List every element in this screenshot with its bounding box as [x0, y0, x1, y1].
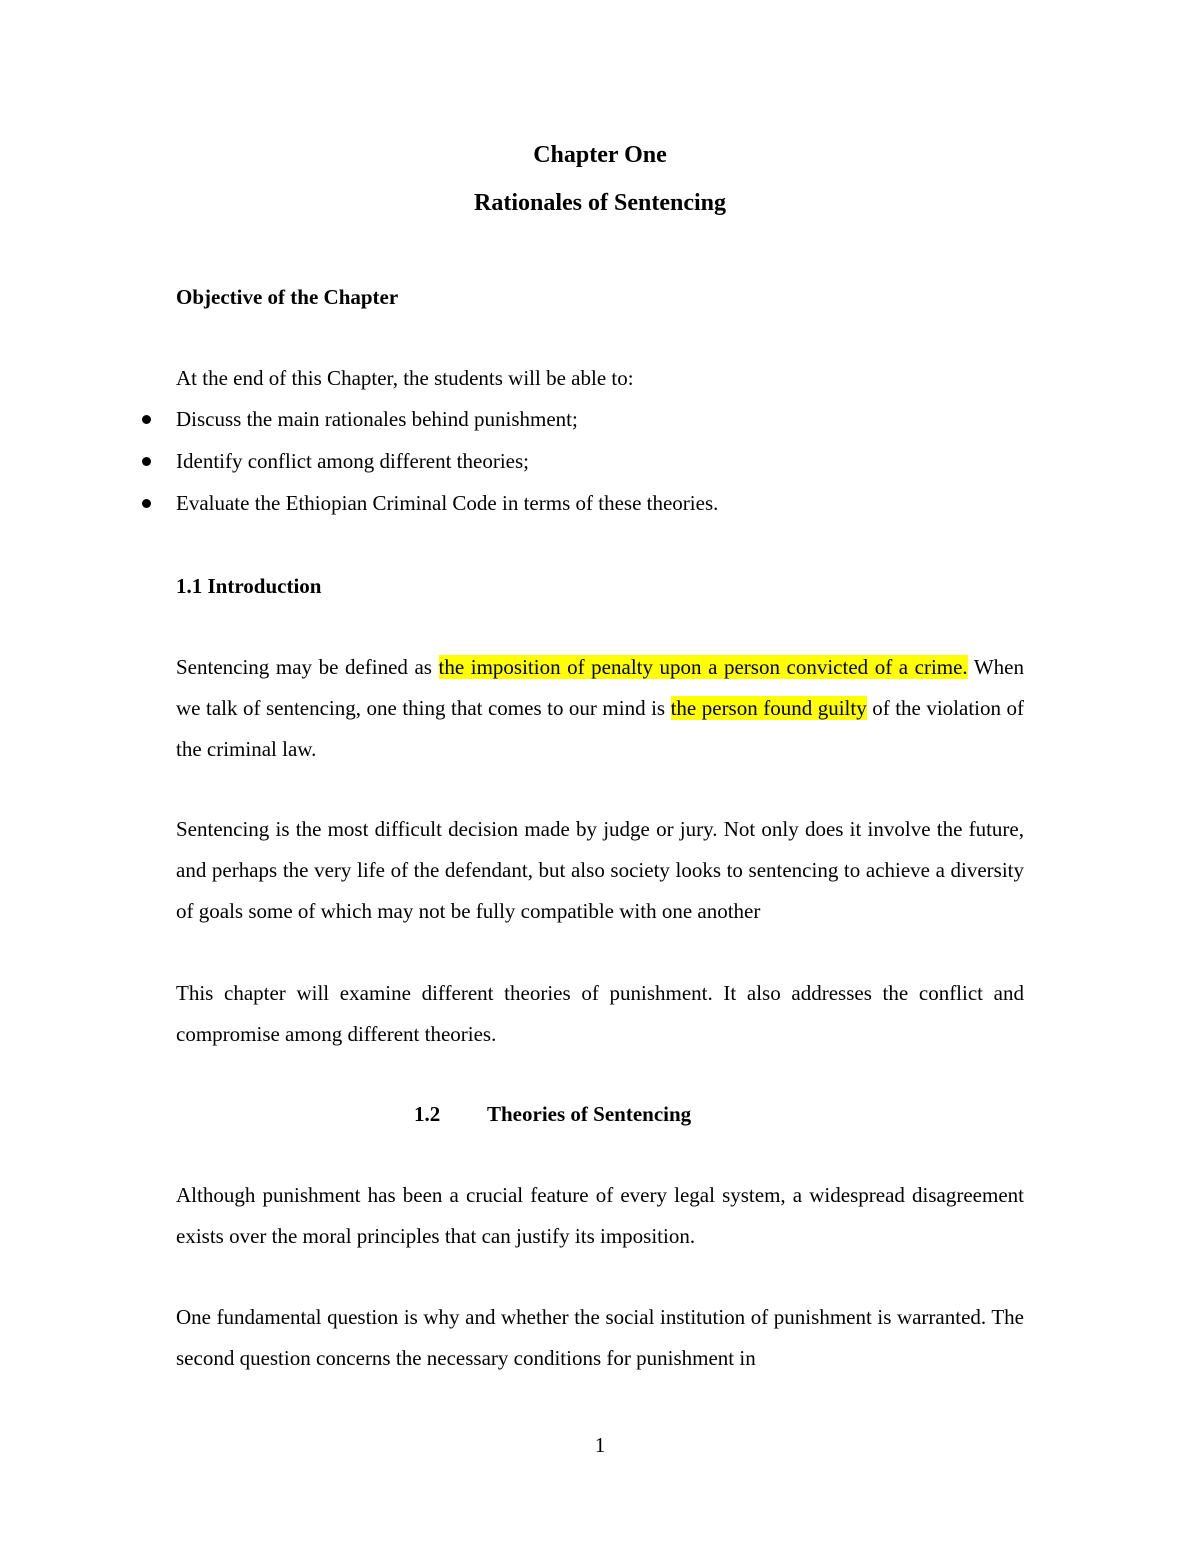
para-text: When we talk of sentencing, one thing that comes to our mind is: [176, 655, 1025, 720]
para-text: Sentencing may be defined as: [176, 655, 439, 679]
objectives-list: [140, 398, 718, 524]
section-1-2-number: 1.2: [414, 1102, 441, 1126]
objective-text: Evaluate the Ethiopian Criminal Code in terms of these theories.: [176, 491, 719, 515]
chapter-title: Chapter One: [533, 142, 667, 168]
para-text: of the violation of the criminal law.: [176, 696, 1024, 761]
section-1-1-heading: 1.1 Introduction: [176, 574, 322, 598]
chapter-subtitle: Rationales of Sentencing: [474, 190, 726, 216]
objective-intro: At the end of this Chapter, the students will be able to:: [176, 366, 634, 390]
section-1-2-title: Theories of Sentencing: [487, 1102, 692, 1126]
theories-paragraph-2: One fundamental question is why and whether the social institution of punishment is warranted. The second question concerns the necessary conditions for punishment in: [176, 1305, 1024, 1370]
list-item: [140, 440, 718, 482]
bullet-icon: [142, 415, 151, 424]
objective-heading: Objective of the Chapter: [176, 285, 399, 309]
list-item: [140, 482, 718, 524]
intro-paragraph-3: This chapter will examine different theories of punishment. It also addresses the conflict and compromise among different theories.: [176, 981, 1024, 1046]
intro-paragraph-2: Sentencing is the most difficult decision made by judge or jury. Not only does it involve the future, and perhaps the very life of the defendant, but also society looks to sentencing to achieve a diversity of goals some of which may not be fully compatible with one another: [176, 817, 1024, 923]
bullet-icon: [142, 457, 151, 466]
list-item: [140, 398, 718, 440]
objective-text: Identify conflict among different theories;: [176, 449, 529, 473]
theories-paragraph-1: Although punishment has been a crucial feature of every legal system, a widespread disagreement exists over the moral principles that can justify its imposition.: [176, 1183, 1024, 1248]
highlighted-definition: the imposition of penalty upon a person convicted of a crime.: [438, 655, 968, 679]
page-number: 1: [594, 1433, 606, 1457]
intro-paragraph-1: [176, 647, 1024, 770]
objective-text: Discuss the main rationales behind punishment;: [176, 407, 578, 431]
highlighted-phrase: the person found guilty: [670, 696, 867, 720]
bullet-icon: [142, 499, 151, 508]
